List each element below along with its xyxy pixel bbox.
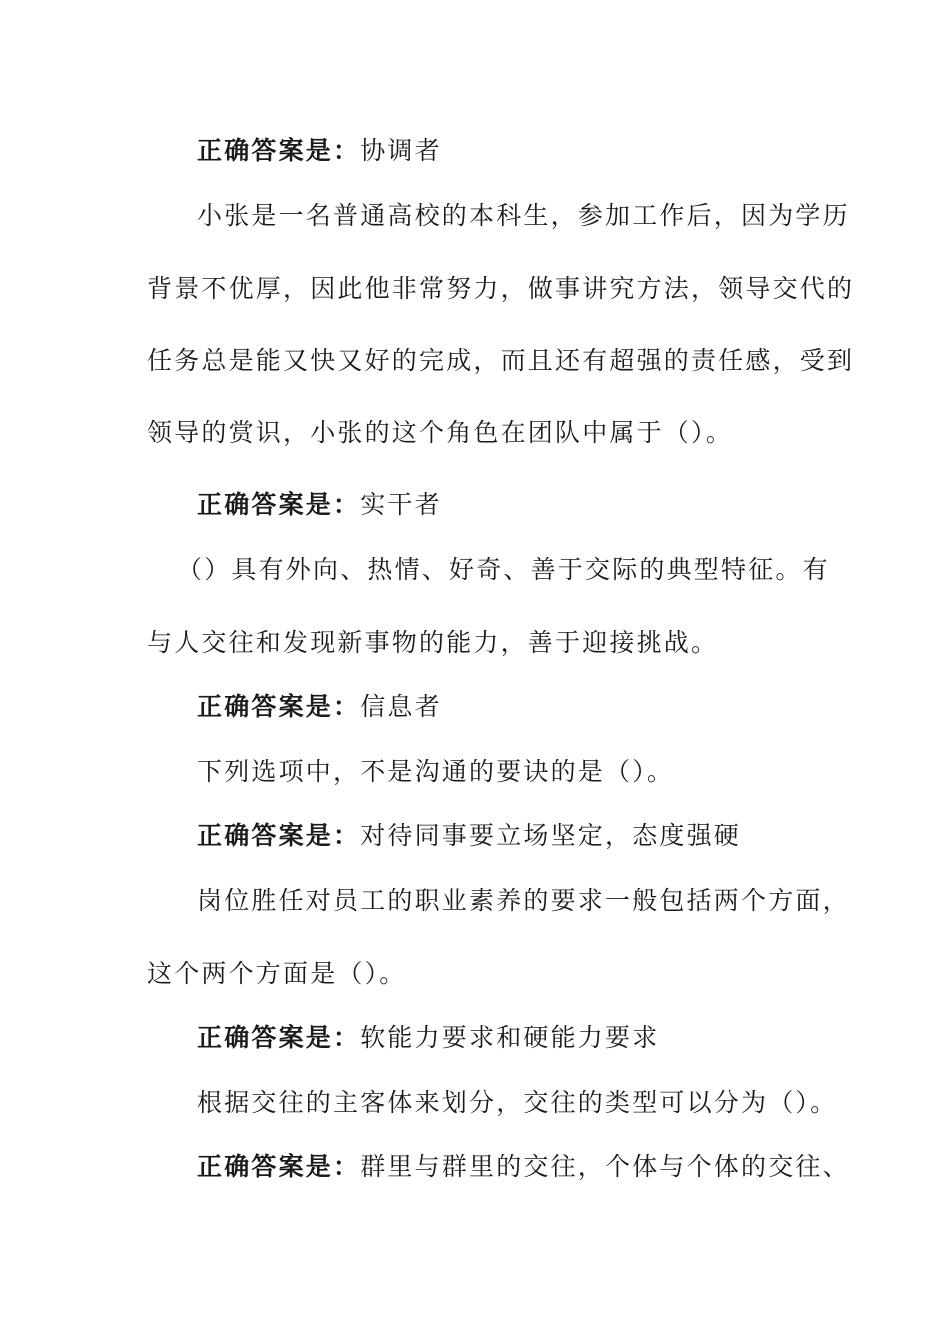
question-line: 任务总是能又快又好的完成，而且还有超强的责任感，受到 <box>147 346 855 375</box>
question-line: 这个两个方面是（）。 <box>147 959 407 988</box>
answer-label: 正确答案是： <box>197 490 361 519</box>
answer-text: 群里与群里的交往，个体与个体的交往、 <box>360 1152 850 1181</box>
answer-label: 正确答案是： <box>197 692 361 721</box>
question-line: 背景不优厚，因此他非常努力，做事讲究方法，领导交代的 <box>147 274 855 303</box>
question-line: 领导的赏识，小张的这个角色在团队中属于（）。 <box>147 418 733 447</box>
question-line: 下列选项中，不是沟通的要诀的是（）。 <box>197 757 675 786</box>
answer-line <box>197 488 807 522</box>
answer-label: 正确答案是： <box>197 1023 361 1052</box>
question-line: （）具有外向、热情、好奇、善于交际的典型特征。有 <box>177 555 830 584</box>
question-line: 根据交往的主客体来划分，交往的类型可以分为（）。 <box>197 1088 838 1117</box>
question-line: 小张是一名普通高校的本科生，参加工作后，因为学历 <box>197 201 850 230</box>
answer-label: 正确答案是： <box>197 821 361 850</box>
question-line: 岗位胜任对员工的职业素养的要求一般包括两个方面， <box>197 886 850 915</box>
answer-line <box>197 1021 807 1055</box>
answer-label: 正确答案是： <box>197 1152 361 1181</box>
answer-line <box>197 1150 850 1184</box>
answer-line <box>197 134 807 168</box>
question-line: 与人交往和发现新事物的能力，善于迎接挑战。 <box>147 628 719 657</box>
answer-text: 对待同事要立场坚定，态度强硬 <box>360 821 742 850</box>
answer-line <box>197 690 807 724</box>
answer-text: 信息者 <box>360 692 442 721</box>
answer-label: 正确答案是： <box>197 136 361 165</box>
answer-text: 协调者 <box>360 136 442 165</box>
answer-text: 软能力要求和硬能力要求 <box>360 1023 660 1052</box>
answer-text: 实干者 <box>360 490 442 519</box>
answer-line <box>197 819 807 853</box>
